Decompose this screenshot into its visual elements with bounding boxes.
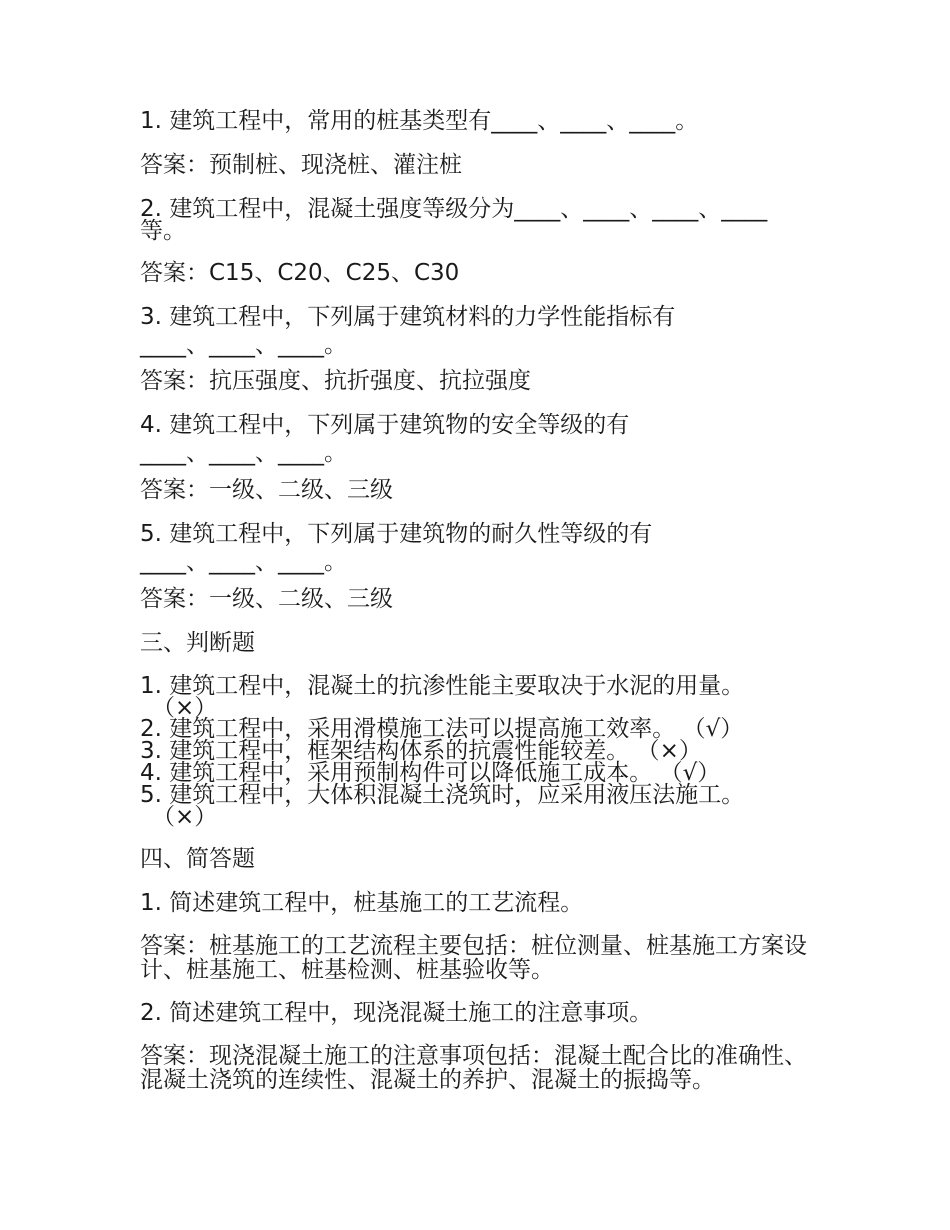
question-4-line-1: 4. 建筑工程中，下列属于建筑物的安全等级的有 [140,412,630,438]
section-heading-judge: 三、判断题 [140,630,255,656]
question-5-line-2: ____、____、____。 [140,549,347,575]
question-2-line-2: 等。 [140,218,186,244]
section-heading-short: 四、简答题 [140,846,255,872]
judge-item-5-mark: （×） [152,804,218,830]
question-1: 1. 建筑工程中，常用的桩基类型有____、____、____。 [140,108,699,134]
question-5-line-1: 5. 建筑工程中，下列属于建筑物的耐久性等级的有 [140,521,653,547]
answer-4: 答案：一级、二级、三级 [140,477,393,503]
question-3-line-2: ____、____、____。 [140,332,347,358]
answer-5: 答案：一级、二级、三级 [140,586,393,612]
judge-item-1: 1. 建筑工程中，混凝土的抗渗性能主要取决于水泥的用量。 [140,673,745,699]
judge-item-5: 5. 建筑工程中，大体积混凝土浇筑时，应采用液压法施工。 [140,782,745,808]
judge-item-2: 2. 建筑工程中，采用滑模施工法可以提高施工效率。 （√） [140,716,744,742]
short-answer-2: 答案：现浇混凝土施工的注意事项包括：混凝土配合比的准确性、混凝土浇筑的连续性、混凝土的养护、混凝土的振捣等。 [140,1043,807,1093]
answer-3: 答案：抗压强度、抗折强度、抗拉强度 [140,368,531,394]
question-3-line-1: 3. 建筑工程中，下列属于建筑材料的力学性能指标有 [140,304,676,330]
judge-item-4: 4. 建筑工程中，采用预制构件可以降低施工成本。 （√） [140,760,721,786]
question-2-line-1: 2. 建筑工程中，混凝土强度等级分为____、____、____、____ [140,196,768,222]
answer-2: 答案：C15、C20、C25、C30 [140,260,460,286]
answer-1: 答案：预制桩、现浇桩、灌注桩 [140,152,462,178]
judge-item-3: 3. 建筑工程中，框架结构体系的抗震性能较差。 （×） [140,738,702,764]
short-question-2: 2. 简述建筑工程中，现浇混凝土施工的注意事项。 [140,1000,653,1026]
question-4-line-2: ____、____、____。 [140,440,347,466]
short-answer-1: 答案：桩基施工的工艺流程主要包括：桩位测量、桩基施工方案设计、桩基施工、桩基检测、桩基验收等。 [140,933,807,983]
judge-item-1-mark: （×） [152,695,218,721]
short-question-1: 1. 简述建筑工程中，桩基施工的工艺流程。 [140,890,584,916]
